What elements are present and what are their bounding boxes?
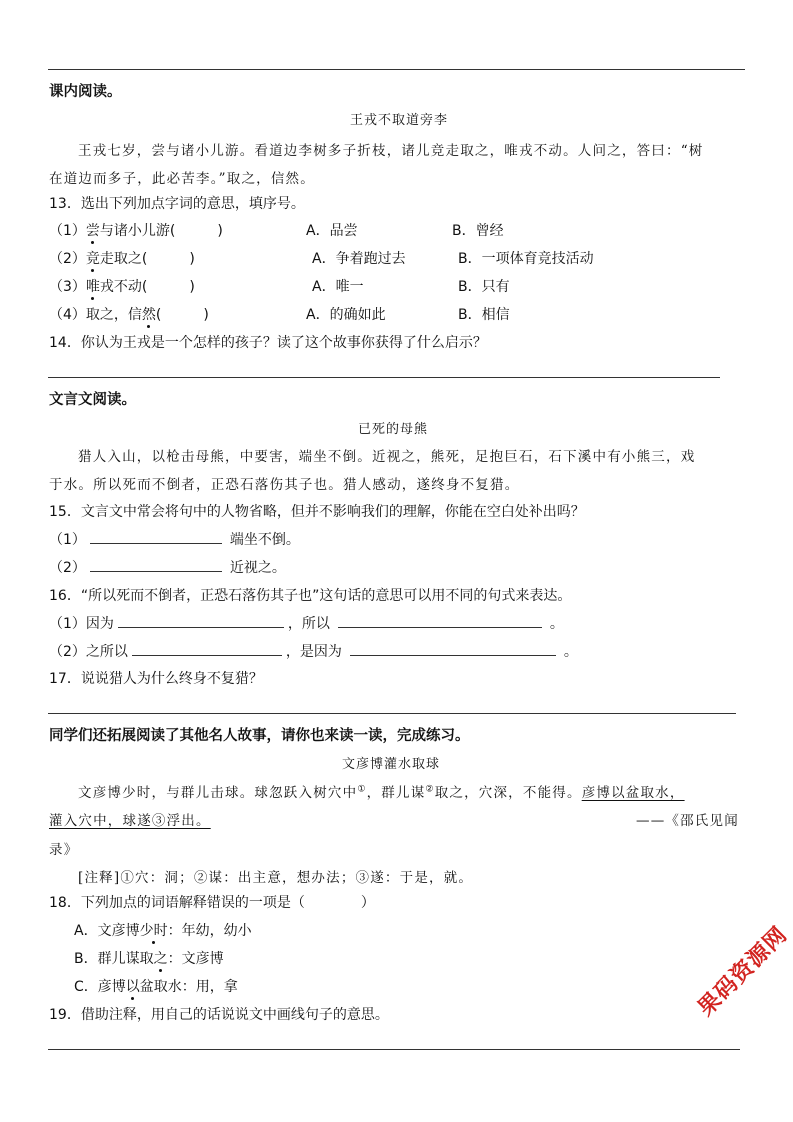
answer-line-q17[interactable]: [48, 713, 736, 714]
item-text: （1）因为: [49, 616, 114, 632]
dotted-char: 竞: [85, 251, 100, 267]
q13-item-3: [49, 276, 195, 296]
answer-line-q14[interactable]: [48, 377, 720, 378]
passage-title-wenyanbo: 文彦博灌水取球: [342, 757, 441, 772]
q15-item-1: [49, 529, 300, 549]
item-text: 。: [563, 644, 578, 660]
answer-blank[interactable]: [90, 557, 222, 572]
q16-item-1: [49, 613, 564, 633]
passage-source: 录》: [49, 842, 79, 858]
dotted-char: 少时: [139, 923, 168, 939]
answer-blank[interactable]: [350, 641, 556, 656]
passage-line: [49, 809, 225, 829]
question-13: 13．选出下列加点字词的意思，填序号。: [49, 196, 305, 212]
q13-item-4: [49, 304, 209, 324]
item-text: 。: [549, 616, 564, 632]
top-rule: [48, 69, 745, 70]
q13-item-1-option-b: B．曾经: [452, 223, 504, 239]
q13-item-1-option-a: A．品尝: [306, 223, 358, 239]
q13-item-2-option-a: A．争着跑过去: [312, 251, 406, 267]
q16-item-2: [49, 641, 578, 661]
question-14: 14．你认为王戎是一个怎样的孩子？读了这个故事你获得了什么启示？: [49, 335, 487, 351]
q13-item-1: [49, 220, 223, 240]
passage-title-bear: 已死的母熊: [358, 422, 429, 437]
note-marker: ①: [357, 784, 367, 795]
item-text: ，所以: [287, 616, 330, 632]
q18-option-b: B．群儿谋取之：文彦博: [74, 951, 224, 967]
annotation-note: [注释]①穴：洞；②谋：出主意，想办法；③遂：于是，就。: [78, 870, 474, 886]
item-num: （2）: [49, 251, 86, 267]
passage-title-wangrong: 王戎不取道旁李: [350, 113, 449, 128]
underlined-sentence: 彦博以盆取水，: [581, 785, 685, 801]
section-heading-in-class: 课内阅读。: [49, 84, 122, 100]
question-19: 19．借助注释，用自己的话说说文中画线句子的意思。: [49, 1007, 389, 1023]
q13-item-4-option-b: B．相信: [458, 307, 510, 323]
item-text: ，是因为: [285, 644, 342, 660]
q13-item-3-option-b: B．只有: [458, 279, 510, 295]
q15-item-2: [49, 557, 286, 577]
question-15: 15．文言文中常会将句中的人物省略，但并不影响我们的理解，你能在空白处补出吗？: [49, 504, 585, 520]
q18-option-c: C．彦博以盆取水：用，拿: [74, 979, 238, 995]
item-num: （1）: [49, 223, 86, 239]
item-text: 走取之( ): [99, 251, 195, 267]
item-text: 与诸小儿游( ): [99, 223, 223, 239]
q13-item-2: [49, 248, 195, 268]
dotted-char: 以: [125, 979, 140, 995]
passage-source: ——《邵氏见闻: [636, 813, 739, 829]
note-marker: ②: [425, 784, 435, 795]
passage-text: 取之，穴深，不能得。: [434, 785, 582, 801]
passage-line: [78, 781, 685, 801]
dotted-char: 然: [141, 307, 156, 323]
item-text: 端坐不倒。: [229, 532, 300, 548]
q18-option-a: A．文彦博少时：年幼，幼小: [74, 923, 252, 939]
passage-text: ，群儿谋: [366, 785, 426, 801]
section-heading-classical: 文言文阅读。: [49, 392, 136, 408]
passage-line: 王戎七岁，尝与诸小儿游。看道边李树多子折枝，诸儿竞走取之，唯戎不动。人问之，答曰：“树: [78, 143, 704, 159]
question-16: 16．“所以死而不倒者，正恐石落伤其子也”这句话的意思可以用不同的句式来表达。: [49, 588, 572, 604]
section-heading-extended: 同学们还拓展阅读了其他名人故事，请你也来读一读，完成练习。: [49, 728, 470, 744]
item-text: 近视之。: [229, 560, 286, 576]
watermark-logo: 果码资源网: [693, 922, 793, 1022]
passage-text: 文彦博少时，与群儿击球。球忽跃入树穴中: [78, 785, 358, 801]
item-text: 戎不动( ): [99, 279, 195, 295]
answer-blank[interactable]: [338, 613, 542, 628]
answer-blank[interactable]: [118, 613, 284, 628]
q13-item-2-option-b: B．一项体育竞技活动: [458, 251, 594, 267]
q13-item-3-option-a: A．唯一: [312, 279, 364, 295]
answer-blank[interactable]: [132, 641, 282, 656]
q13-item-4-option-a: A．的确如此: [306, 307, 386, 323]
answer-line-q19[interactable]: [48, 1049, 740, 1050]
item-num: （1）: [49, 532, 86, 548]
underlined-sentence: 灌入穴中，球遂③浮出。: [49, 813, 211, 829]
passage-line: 于水。所以死而不倒者，正恐石落伤其子也。猎人感动，遂终身不复猎。: [49, 477, 520, 493]
dotted-char: 唯: [85, 279, 100, 295]
answer-blank[interactable]: [90, 529, 222, 544]
item-num: （3）: [49, 279, 86, 295]
question-18: 18．下列加点的词语解释错误的一项是（ ）: [49, 895, 375, 911]
passage-line: 在道边而多子，此必苦李。”取之，信然。: [49, 171, 315, 187]
item-num: （2）: [49, 560, 86, 576]
dotted-char: 之: [153, 951, 168, 967]
question-17: 17．说说猎人为什么终身不复猎？: [49, 671, 263, 687]
item-num: （4）取之，信: [49, 307, 142, 323]
dotted-char: 尝: [85, 223, 100, 239]
passage-line: 猎人入山，以枪击母熊，中要害，端坐不倒。近视之，熊死，足抱巨石，石下溪中有小熊三，戏: [78, 449, 696, 465]
item-text: （2）之所以: [49, 644, 128, 660]
item-text: ( ): [155, 307, 209, 323]
